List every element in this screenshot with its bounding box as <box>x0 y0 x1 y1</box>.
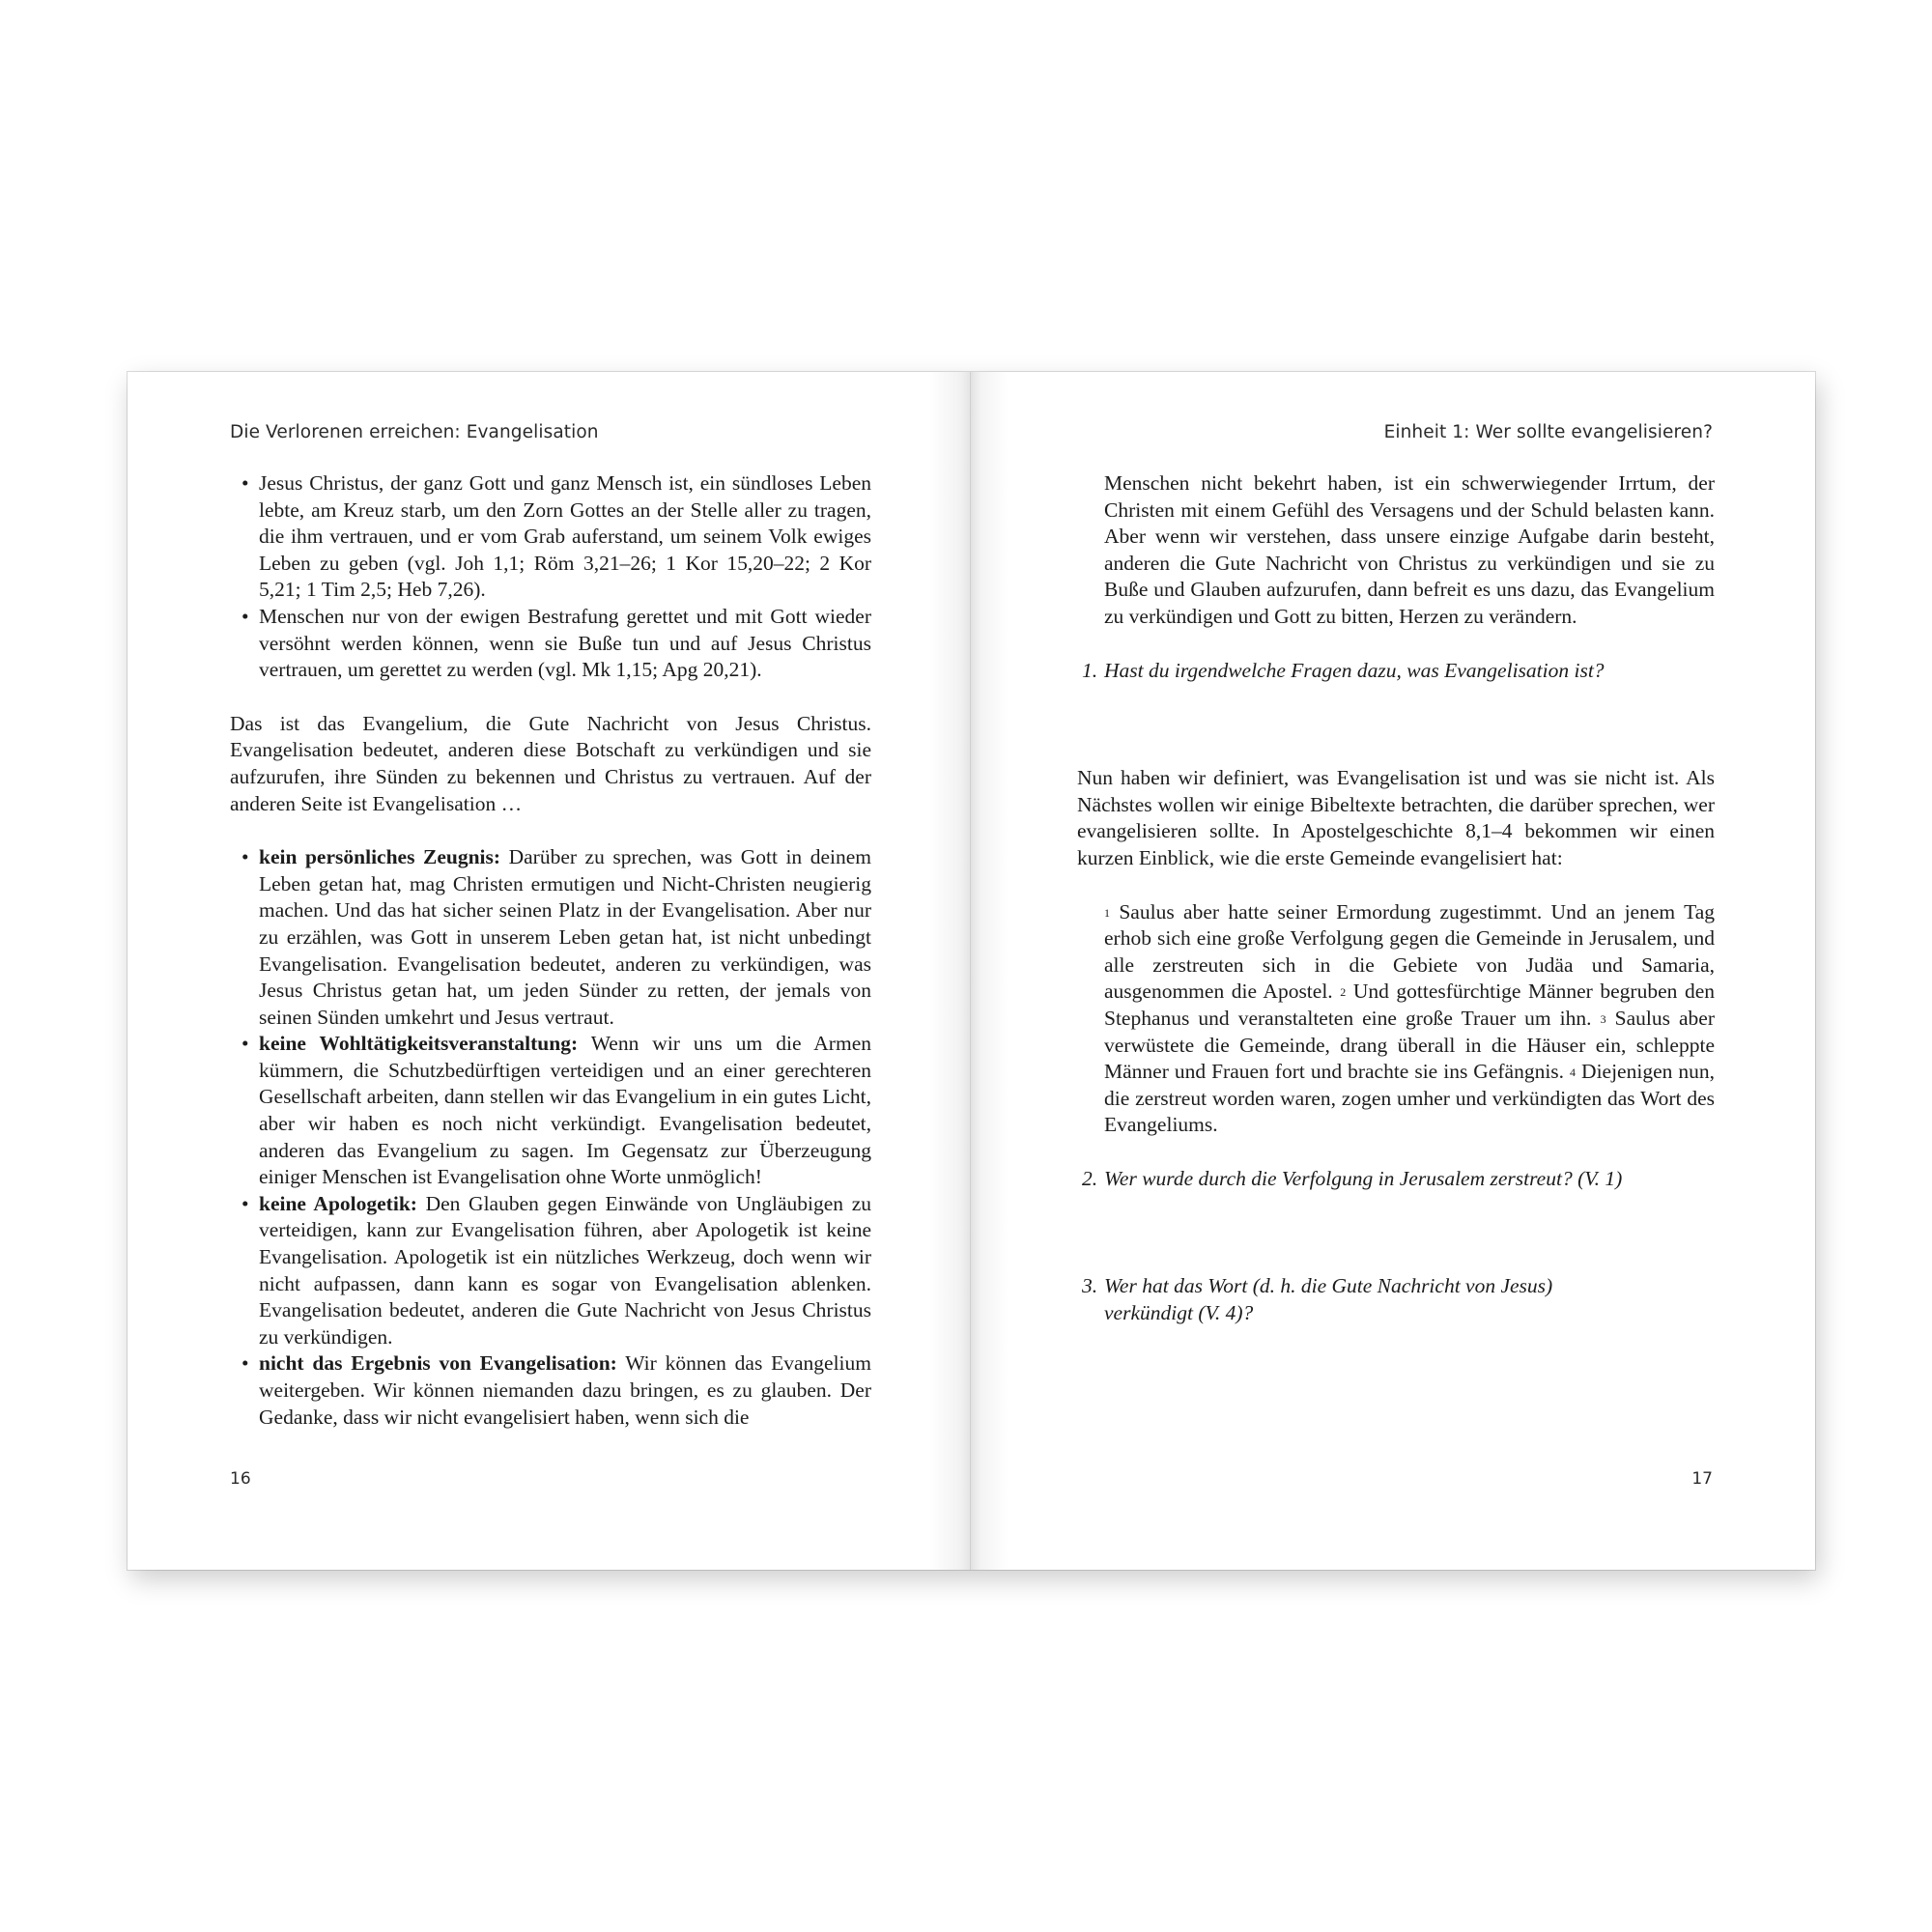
verse-number: 4 <box>1570 1065 1577 1080</box>
list-term: keine Apologetik: <box>259 1191 417 1215</box>
bible-quote: $^1$ Saulus aber hatte seiner Ermordung zugestimmt. Und an jenem Tag erhob sich eine große Verfolgung gegen die Gemeinde in Jerusalem, und alle zerstreuten sich in die Gebiete von Judäa und Samaria, ausgenommen die Apostel. $^2$ Und gottesfürchtige Männer begruben den Stephanus und veranstalteten eine große Trauer um ihn. $^3$ Saulus aber verwüstete die Gemeinde, drang überall in die Häuser ein, schleppte Männer und Frauen fort und brachte sie ins Gefängnis. $^4$ Diejenigen nun, die zerstreut worden waren, zogen umher und verkündigten das Wort des Evangeliums. <box>1104 899 1715 1137</box>
continuation-paragraph: Menschen nicht bekehrt haben, ist ein schwerwiegender Irrtum, der Christen mit einem Gefühl des Versagens und der Schuld belasten kann. Aber wenn wir verstehen, dass unsere einzige Aufgabe darin besteht, anderen die Gute Nachricht von Christus zu verkündigen und sie zu Buße und Glauben aufzurufen, dann befreit es uns dazu, das Evangelium zu verkündigen und Gott zu bitten, Herzen zu verändern. <box>1104 471 1715 628</box>
verse-number: 1 <box>1104 905 1110 920</box>
list-item: • Jesus Christus, der ganz Gott und ganz Mensch ist, ein sündloses Leben lebte, am Kreuz starb, um den Zorn Gottes an der Stelle aller zu tragen, die ihm vertrauen, und er vom Grab auferstand, um seinem Volk ewiges Leben zu geben (vgl. Joh 1,1; Röm 3,21–26; 1 Kor 15,20–22; 2 Kor 5,21; 1 Tim 2,5; Heb 7,26). <box>242 471 871 602</box>
verse-number: 3 <box>1600 1011 1606 1026</box>
not-evangelism-list <box>230 844 871 1431</box>
list-item: • kein persönliches Zeugnis: Darüber zu sprechen, was Gott in deinem Leben getan hat, mag Christen ermutigen und Nicht-Christen neugierig machen. Und das hat sicher seinen Platz in der Evangelisation. Aber nur zu erzählen, was Gott in unserem Leben getan hat, ist nicht unbedingt Evangelisation. Evangelisation bedeutet, anderen zu verkündigen, was Jesus Christus getan hat, um jeden Sünder zu retten, der jemals von seinen Sünden umkehrt und Jesus vertraut. <box>242 845 872 1029</box>
list-item: • keine Wohltätigkeitsveranstaltung: Wenn wir uns um die Armen kümmern, die Schutzbedürftigen verteidigen und an einer gerechteren Gesellschaft arbeiten, dann stellen wir das Evangelium in ein gutes Licht, aber wir haben es noch nicht verkündigt. Evangelisation bedeutet, anderen das Evangelium zu sagen. Im Gegensatz zur Überzeugung einiger Menschen ist Evangelisation ohne Worte unmöglich! <box>242 1032 871 1189</box>
question-1: 1. Hast du irgendwelche Fragen dazu, was Evangelisation ist? <box>1077 658 1715 685</box>
question-2: 2. Wer wurde durch die Verfolgung in Jerusalem zerstreut? (V. 1) <box>1077 1166 1715 1193</box>
question-number: 1. <box>1082 658 1098 682</box>
paragraph: Nun haben wir definiert, was Evangelisation ist und was sie nicht ist. Als Nächstes wollen wir einige Bibeltexte betrachten, die darüber sprechen, wer evangelisieren sollte. In Apostelgeschichte 8,1–4 bekommen wir einen kurzen Einblick, wie die erste Gemeinde evangelisiert hat: <box>1077 766 1715 869</box>
left-page <box>128 372 971 1570</box>
list-item: • Menschen nur von der ewigen Bestrafung gerettet und mit Gott wieder versöhnt werden können, wenn sie Buße tun und auf Jesus Christus vertrauen, um gerettet zu werden (vgl. Mk 1,15; Apg 20,21). <box>242 604 871 682</box>
list-item: • nicht das Ergebnis von Evangelisation: Wir können das Evangelium weitergeben. Wir können niemanden dazu bringen, es zu glauben. Der Gedanke, dass wir nicht evangelisiert haben, wenn sich die <box>242 1351 871 1429</box>
list-term: nicht das Ergebnis von Evangelisation: <box>259 1351 617 1376</box>
bullet-icon: • <box>242 845 249 869</box>
question-number: 2. <box>1082 1166 1098 1190</box>
list-term: kein persönliches Zeugnis: <box>259 845 501 869</box>
bullet-icon: • <box>242 1351 249 1376</box>
verse-number: 2 <box>1340 985 1347 1000</box>
paragraph: Das ist das Evangelium, die Gute Nachricht von Jesus Christus. Evangelisation bedeutet, anderen diese Botschaft zu verkündigen und sie aufzurufen, ihre Sünden zu bekennen und Christus zu vertrauen. Auf der anderen Seite ist Evangelisation … <box>230 711 871 815</box>
left-page-body <box>230 470 871 1431</box>
bullet-icon: • <box>242 1032 249 1056</box>
bullet-icon: • <box>242 604 249 628</box>
running-head-right: Einheit 1: Wer sollte evangelisieren? <box>1383 422 1713 442</box>
running-head-left: Die Verlorenen erreichen: Evangelisation <box>230 422 599 442</box>
page-number-right: 17 <box>1691 1469 1713 1489</box>
book-spread <box>128 372 1815 1570</box>
gospel-list <box>230 470 871 684</box>
bullet-icon: • <box>242 1191 249 1215</box>
page-number-left: 16 <box>230 1469 251 1489</box>
question-3: 3. Wer hat das Wort (d. h. die Gute Nachricht von Jesus) verkündigt (V. 4)? <box>1082 1274 1553 1325</box>
right-page <box>971 372 1815 1570</box>
right-page-body <box>1077 470 1715 1327</box>
list-term: keine Wohltätigkeitsveranstaltung: <box>259 1032 579 1056</box>
question-number: 3. <box>1082 1274 1098 1298</box>
list-item: • keine Apologetik: Den Glauben gegen Einwände von Ungläubigen zu verteidigen, kann zur Evangelisation führen, aber Apologetik ist keine Evangelisation. Apologetik ist ein nützliches Werkzeug, doch wenn wir nicht aufpassen, dann kann es sogar von Evangelisation ablenken. Evangelisation bedeutet, anderen die Gute Nachricht von Jesus Christus zu verkündigen. <box>242 1191 871 1349</box>
bullet-icon: • <box>242 471 249 495</box>
